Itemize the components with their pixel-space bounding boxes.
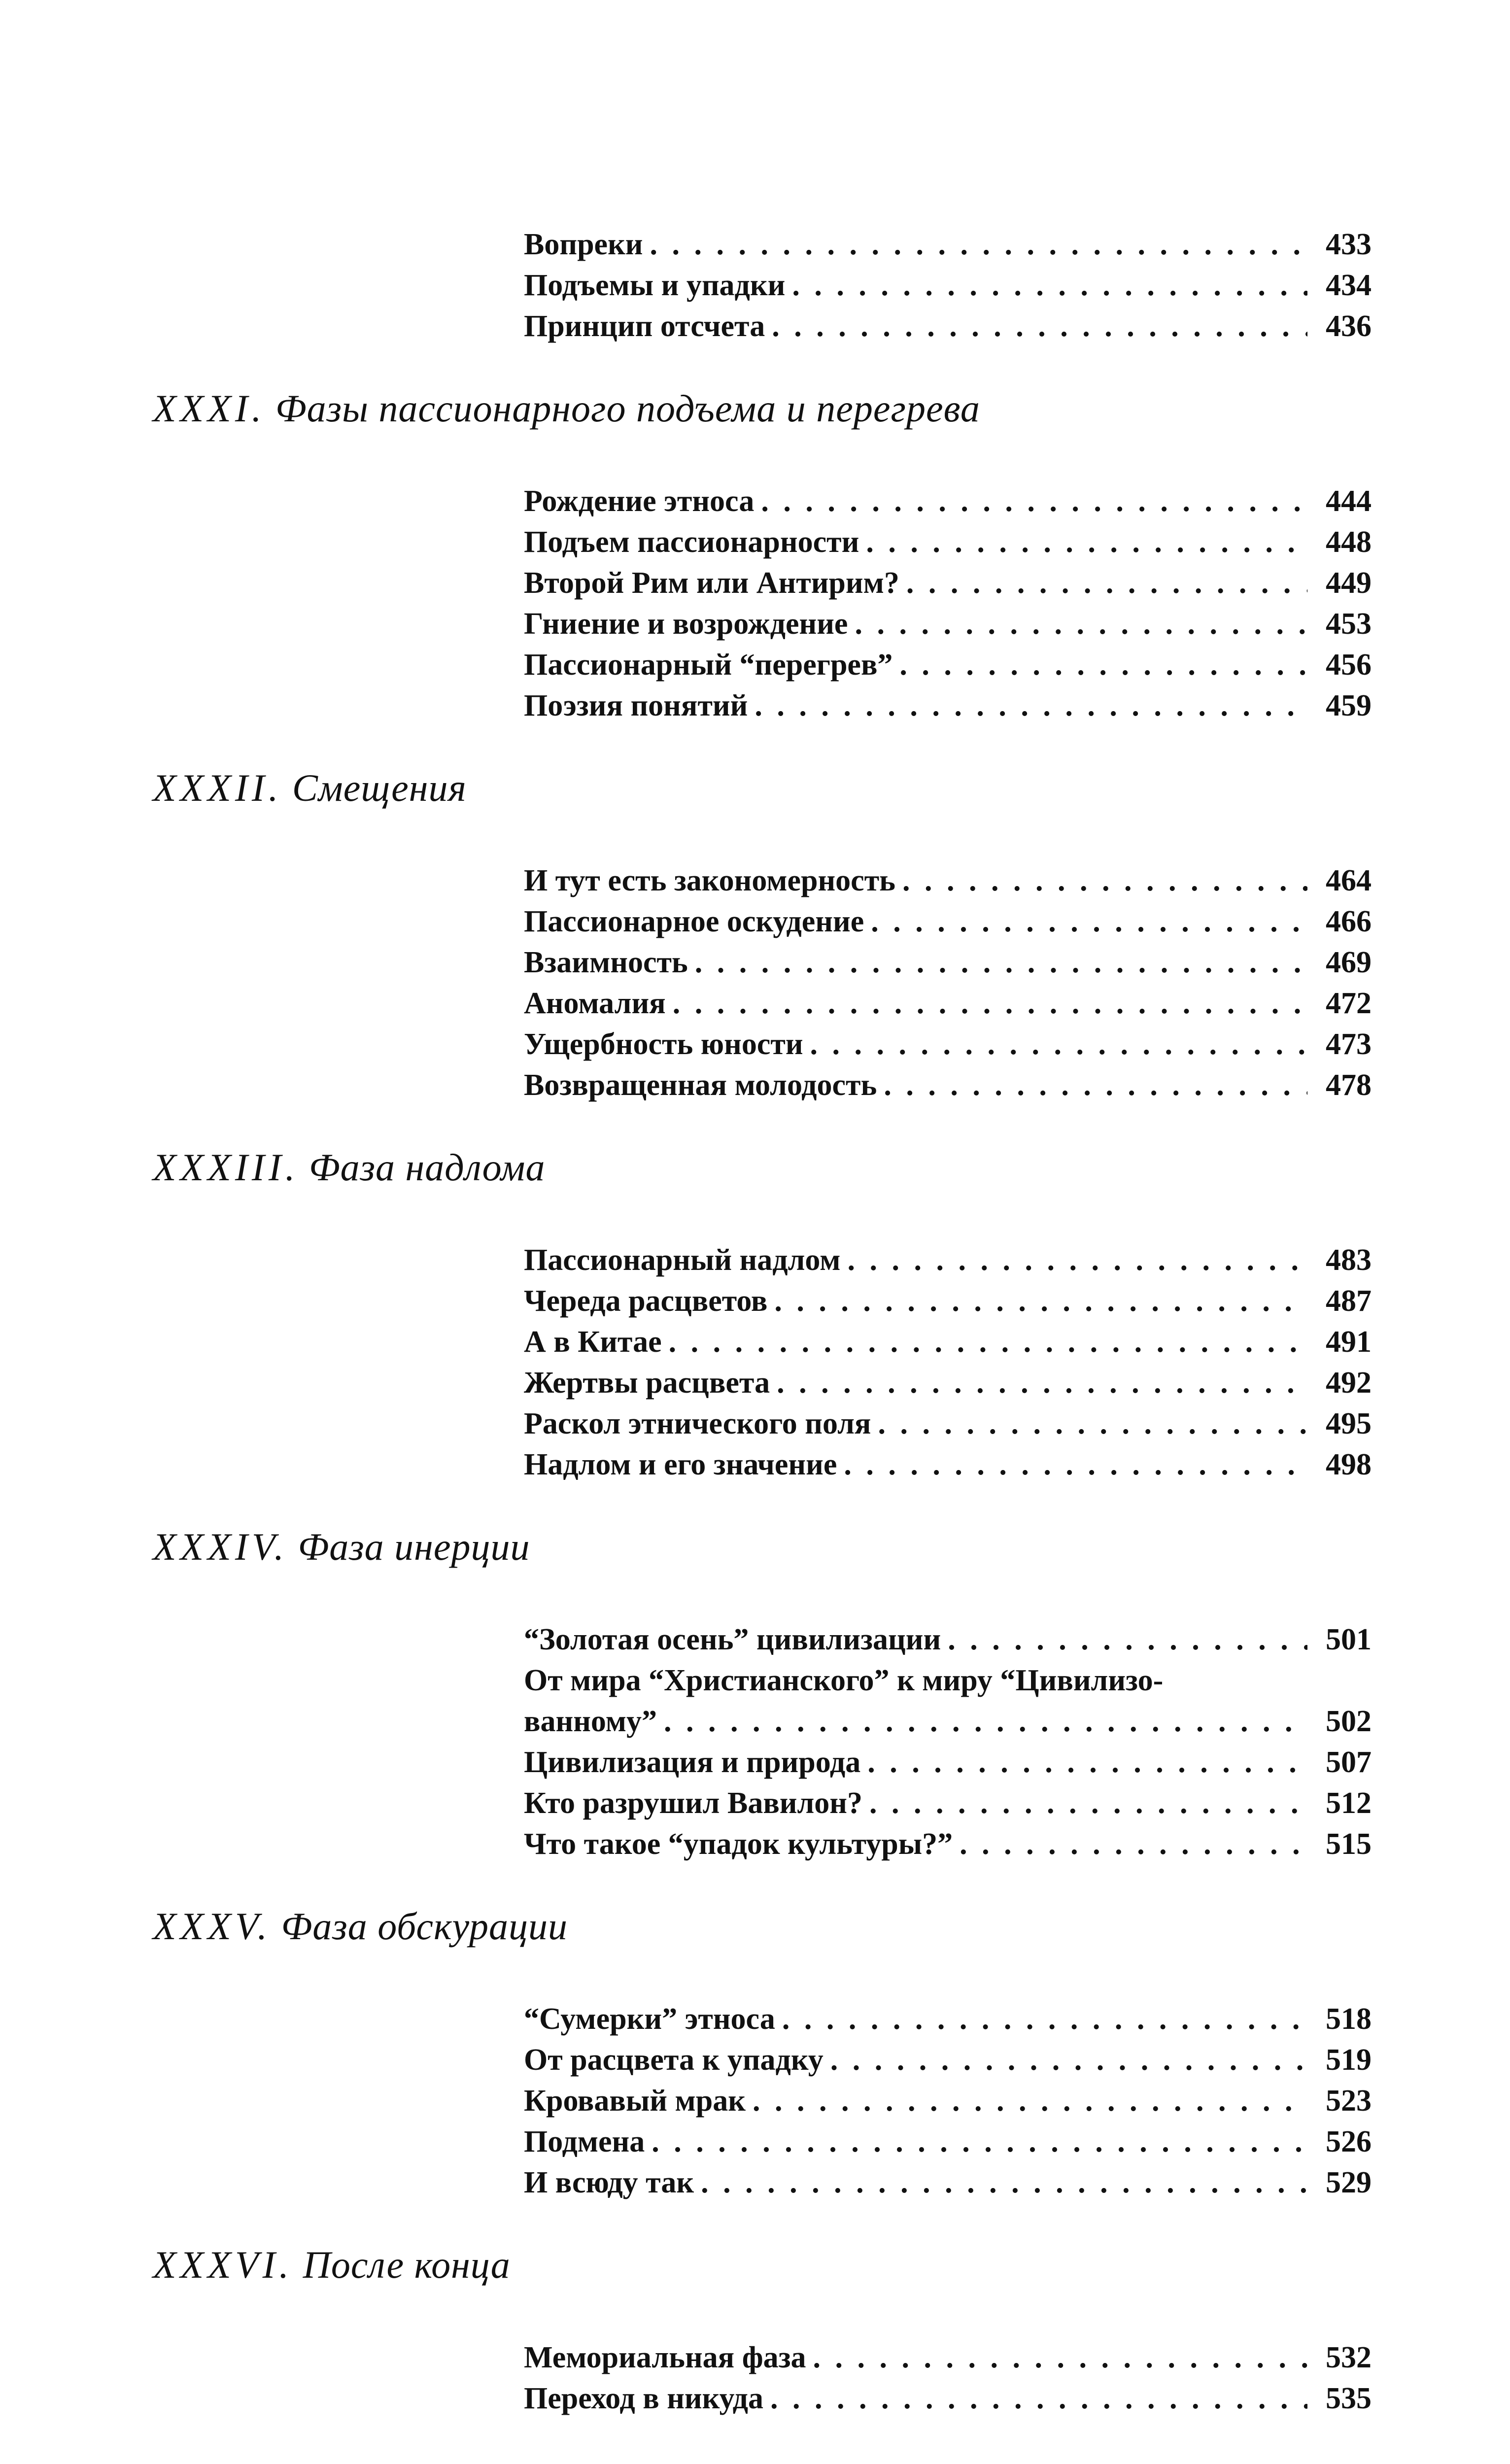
dot-leader	[755, 685, 1307, 726]
toc-chapter	[0, 381, 1510, 726]
dot-leader	[772, 306, 1307, 347]
toc-entry	[524, 1240, 1372, 1281]
dot-leader	[673, 983, 1307, 1024]
toc-entry-title: Цивилизация и природа	[524, 1745, 861, 1779]
dot-leader	[948, 1619, 1307, 1660]
toc-continued-section	[0, 224, 1510, 347]
dot-leader	[777, 1363, 1307, 1403]
toc-entry-title: “Сумерки” этноса	[524, 2002, 775, 2036]
dot-leader	[810, 1024, 1307, 1065]
toc-entry-title: Надлом и его значение	[524, 1448, 837, 1481]
toc-entry-title: Что такое “упадок культуры?”	[524, 1827, 953, 1861]
toc-entry-page: 433	[1326, 228, 1372, 261]
toc-entry-list	[524, 481, 1372, 726]
toc-entry-page: 478	[1326, 1068, 1372, 1102]
chapter-number: XXXI.	[153, 387, 266, 430]
toc-entry-page: 515	[1326, 1827, 1372, 1861]
toc-entry-title: Пассионарное оскудение	[524, 905, 864, 938]
toc-entry	[524, 2122, 1372, 2162]
dot-leader	[899, 645, 1307, 685]
toc-entry-page: 492	[1326, 1366, 1372, 1400]
toc-entry-title: Аномалия	[524, 987, 666, 1020]
chapter-heading	[153, 2238, 1510, 2292]
toc-entry-list	[524, 860, 1372, 1106]
toc-entry-page: 529	[1326, 2166, 1372, 2199]
toc-entry	[524, 1742, 1372, 1783]
toc-entry-page: 473	[1326, 1027, 1372, 1061]
dot-leader	[813, 2337, 1307, 2378]
toc-chapter	[0, 1140, 1510, 1485]
toc-entry-title: “Золотая осень” цивилизации	[524, 1623, 941, 1656]
toc-entry-page: 512	[1326, 1786, 1372, 1820]
toc-chapter	[0, 1899, 1510, 2203]
toc-entry	[524, 1024, 1372, 1065]
toc-entry-page: 466	[1326, 905, 1372, 938]
toc-entry-title: ванному”	[524, 1705, 657, 1738]
toc-entry-title: Пассионарный “перегрев”	[524, 648, 893, 682]
toc-entry	[524, 1403, 1372, 1444]
toc-entry-page: 464	[1326, 864, 1372, 897]
toc-entry-list	[524, 1619, 1372, 1865]
toc-entry-page: 436	[1326, 309, 1372, 343]
table-of-contents	[0, 224, 1510, 2454]
toc-entry	[524, 481, 1372, 522]
toc-entry-list	[524, 1240, 1372, 1485]
toc-entry	[524, 2081, 1372, 2122]
dot-leader	[774, 1281, 1307, 1322]
toc-entry-title: Раскол этнического поля	[524, 1407, 871, 1440]
chapter-heading	[153, 381, 1510, 436]
toc-entry-page: 491	[1326, 1325, 1372, 1359]
chapter-number: XXXV.	[153, 1905, 272, 1948]
toc-entry-title: От расцвета к упадку	[524, 2043, 824, 2077]
chapter-title: После конца	[303, 2243, 511, 2286]
toc-entry-title: А в Китае	[524, 1325, 662, 1359]
dot-leader	[884, 1065, 1307, 1106]
chapter-number: XXXVI.	[153, 2243, 293, 2286]
chapter-title: Фаза надлома	[309, 1146, 546, 1189]
toc-chapter	[0, 2238, 1510, 2419]
toc-entry	[524, 1322, 1372, 1363]
toc-entry-page: 526	[1326, 2125, 1372, 2158]
dot-leader	[669, 1322, 1307, 1363]
toc-entry-list	[524, 224, 1372, 347]
toc-entry-title: Вопреки	[524, 228, 643, 261]
toc-entry	[524, 2378, 1372, 2419]
toc-entry	[524, 522, 1372, 563]
toc-entry-title: Мемориальная фаза	[524, 2341, 806, 2374]
chapter-number: XXXIII.	[153, 1146, 299, 1189]
chapter-title: Фазы пассионарного подъема и перегрева	[275, 387, 980, 430]
chapter-heading	[153, 1899, 1510, 1953]
toc-entry	[524, 1065, 1372, 1106]
toc-chapter	[0, 1520, 1510, 1865]
toc-entry	[524, 942, 1372, 983]
chapter-title: Фаза инерции	[298, 1525, 530, 1568]
toc-entry-page: 483	[1326, 1243, 1372, 1277]
toc-entry	[524, 1783, 1372, 1824]
dot-leader	[695, 942, 1307, 983]
toc-entry-title: И тут есть закономерность	[524, 864, 895, 897]
toc-entry	[524, 860, 1372, 901]
toc-entry	[524, 2162, 1372, 2203]
toc-entry-page: 535	[1326, 2382, 1372, 2415]
toc-entry-title: Подъем пассионарности	[524, 525, 859, 559]
dot-leader	[960, 1824, 1307, 1865]
dot-leader	[869, 1783, 1307, 1824]
toc-entry-page: 519	[1326, 2043, 1372, 2077]
toc-entry-title: Гниение и возрождение	[524, 607, 848, 641]
toc-entry-title: Подмена	[524, 2125, 645, 2158]
toc-entry-page: 523	[1326, 2084, 1372, 2118]
toc-entry-page: 459	[1326, 689, 1372, 722]
toc-entry	[524, 224, 1372, 265]
toc-entry-list	[524, 1999, 1372, 2203]
toc-entry-title: Переход в никуда	[524, 2382, 763, 2415]
toc-entry	[524, 306, 1372, 347]
toc-entry	[524, 1824, 1372, 1865]
toc-entry	[524, 265, 1372, 306]
dot-leader	[871, 901, 1307, 942]
toc-entry-page: 449	[1326, 566, 1372, 600]
toc-entry-page: 453	[1326, 607, 1372, 641]
toc-entry-page: 502	[1326, 1705, 1372, 1738]
toc-entry-page: 469	[1326, 946, 1372, 979]
toc-entry	[524, 1619, 1372, 1660]
chapter-title: Смещения	[292, 766, 467, 809]
toc-entry-page: 507	[1326, 1745, 1372, 1779]
toc-entry	[524, 2040, 1372, 2081]
toc-entry-title: Принцип отсчета	[524, 309, 765, 343]
toc-entry-title: Кто разрушил Вавилон?	[524, 1786, 863, 1820]
toc-entry	[524, 1363, 1372, 1403]
toc-entry	[524, 901, 1372, 942]
toc-entry-multiline	[524, 1660, 1372, 1742]
toc-chapter	[0, 761, 1510, 1106]
dot-leader	[701, 2162, 1307, 2203]
toc-entry-title: Рождение этноса	[524, 484, 755, 518]
chapter-title: Фаза обскурации	[281, 1905, 568, 1948]
chapter-heading	[153, 1520, 1510, 1574]
toc-entry	[524, 604, 1372, 645]
toc-entry	[524, 983, 1372, 1024]
toc-entry-page: 444	[1326, 484, 1372, 518]
toc-entry	[524, 563, 1372, 604]
toc-entry-page: 532	[1326, 2341, 1372, 2374]
toc-entry-page: 501	[1326, 1623, 1372, 1656]
dot-leader	[761, 481, 1307, 522]
dot-leader	[902, 860, 1307, 901]
dot-leader	[664, 1701, 1307, 1742]
dot-leader	[792, 265, 1307, 306]
toc-entry	[524, 685, 1372, 726]
toc-entry-title: Пассионарный надлом	[524, 1243, 841, 1277]
dot-leader	[866, 522, 1307, 563]
toc-entry-title: Подъемы и упадки	[524, 269, 786, 302]
toc-entry	[524, 1701, 1372, 1742]
toc-entry	[524, 645, 1372, 685]
dot-leader	[906, 563, 1307, 604]
dot-leader	[847, 1240, 1307, 1281]
toc-entry-page: 495	[1326, 1407, 1372, 1440]
toc-entry-title: Взаимность	[524, 946, 688, 979]
dot-leader	[830, 2040, 1307, 2081]
chapter-number: XXXIV.	[153, 1525, 288, 1568]
toc-entry-title: Ущербность юности	[524, 1027, 803, 1061]
dot-leader	[855, 604, 1307, 645]
toc-entry-title: Жертвы расцвета	[524, 1366, 770, 1400]
toc-entry	[524, 1281, 1372, 1322]
toc-entry-list	[524, 2337, 1372, 2419]
toc-entry-page: 448	[1326, 525, 1372, 559]
toc-entry-title: Кровавый мрак	[524, 2084, 746, 2118]
dot-leader	[650, 224, 1307, 265]
toc-entry-title-line1: От мира “Христианского” к миру “Цивилизо-	[524, 1664, 1164, 1697]
toc-entry-page: 518	[1326, 2002, 1372, 2036]
toc-entry-page: 456	[1326, 648, 1372, 682]
toc-entry-title: Возвращенная молодость	[524, 1068, 877, 1102]
dot-leader	[878, 1403, 1307, 1444]
chapter-number: XXXII.	[153, 766, 282, 809]
toc-entry	[524, 1999, 1372, 2040]
toc-entry-title: Череда расцветов	[524, 1284, 768, 1318]
toc-entry	[524, 1444, 1372, 1485]
dot-leader	[782, 1999, 1307, 2040]
dot-leader	[770, 2378, 1307, 2419]
toc-entry	[524, 2337, 1372, 2378]
toc-entry-page: 487	[1326, 1284, 1372, 1318]
toc-entry-page: 498	[1326, 1448, 1372, 1481]
toc-entry-title: Поэзия понятий	[524, 689, 748, 722]
dot-leader	[867, 1742, 1307, 1783]
chapter-heading	[153, 1140, 1510, 1195]
toc-entry-page: 472	[1326, 987, 1372, 1020]
dot-leader	[753, 2081, 1307, 2122]
toc-entry-title: И всюду так	[524, 2166, 694, 2199]
toc-entry-page: 434	[1326, 269, 1372, 302]
toc-entry-title: Второй Рим или Антирим?	[524, 566, 899, 600]
dot-leader	[652, 2122, 1307, 2162]
chapter-heading	[153, 761, 1510, 815]
dot-leader	[844, 1444, 1307, 1485]
